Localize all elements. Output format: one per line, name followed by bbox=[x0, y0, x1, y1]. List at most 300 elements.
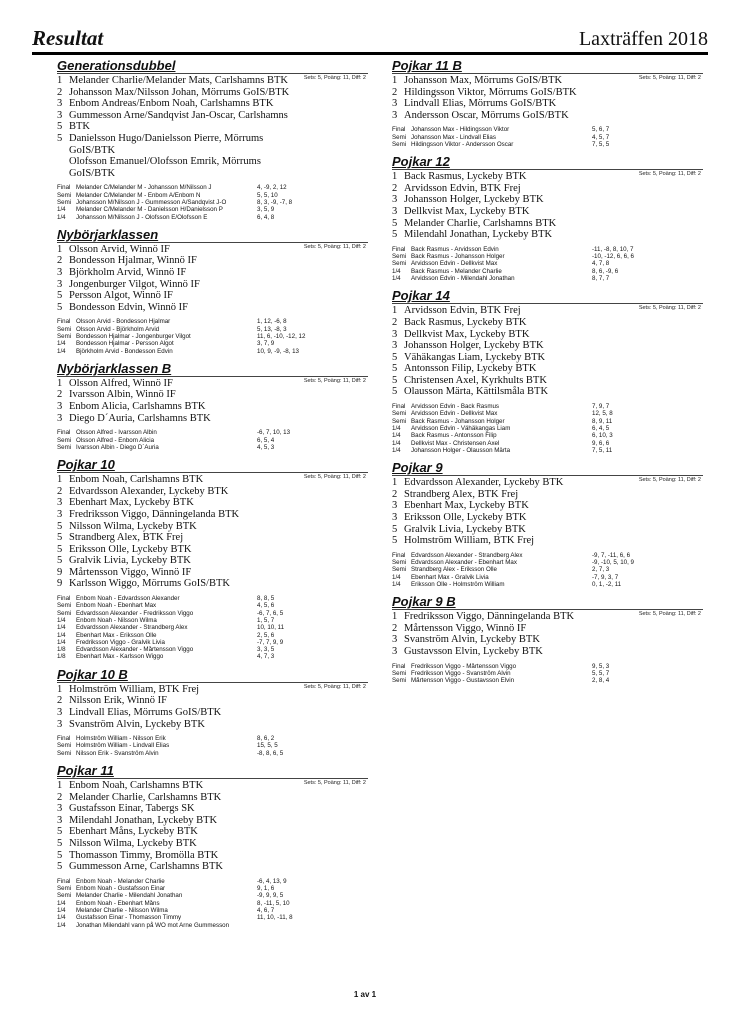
class-title: Nybörjarklassen B bbox=[57, 361, 368, 377]
player-name: Christensen Axel, Kyrkhults BTK bbox=[404, 374, 547, 386]
standing-rank: 2 bbox=[392, 182, 398, 194]
player-name: Andersson Oscar, Mörrums GoIS/BTK bbox=[404, 109, 569, 121]
match-settings: Sets: 5, Poäng: 11, Diff: 2 bbox=[303, 780, 366, 787]
match-players: Gustafsson Einar - Thomasson Timmy bbox=[76, 914, 182, 922]
match-row bbox=[392, 253, 703, 260]
standing-rank: 1 bbox=[392, 171, 398, 183]
match-round: 1/4 bbox=[392, 446, 401, 454]
player-name: Karlsson Wiggo, Mörrums GoIS/BTK bbox=[69, 578, 230, 590]
match-row bbox=[392, 432, 703, 439]
match-row bbox=[57, 639, 368, 646]
class-title: Generationsdubbel bbox=[57, 58, 368, 74]
match-players: Eriksson Olle - Holmström William bbox=[411, 580, 505, 588]
match-score: 2, 7, 3 bbox=[592, 566, 610, 574]
match-row bbox=[57, 735, 368, 742]
standing-rank: 5 bbox=[57, 290, 63, 302]
class-section bbox=[57, 227, 368, 355]
standing-rank: 3 bbox=[57, 412, 63, 424]
standing-row bbox=[392, 623, 703, 635]
player-name: Eriksson Olle, Lyckeby BTK bbox=[404, 511, 527, 523]
standing-rank: 3 bbox=[57, 109, 63, 121]
class-section bbox=[57, 361, 368, 451]
class-title: Pojkar 14 bbox=[392, 288, 703, 304]
match-score: 6, 10, 3 bbox=[592, 432, 613, 440]
match-score: -7, 7, 9, 9 bbox=[257, 638, 284, 646]
standing-row bbox=[57, 707, 368, 719]
match-list bbox=[392, 246, 703, 282]
player-name: Strandberg Alex, BTK Frej bbox=[404, 488, 519, 500]
match-round: Final bbox=[392, 662, 406, 670]
match-players: Enbom Noah - Nilsson Wilma bbox=[76, 616, 157, 624]
match-score: 3, 5, 9 bbox=[257, 206, 275, 214]
match-row bbox=[57, 653, 368, 660]
match-players: Fredriksson Viggo - Mårtensson Viggo bbox=[411, 662, 517, 670]
standing-rank: 2 bbox=[57, 389, 63, 401]
match-score: 15, 5, 5 bbox=[257, 742, 278, 750]
match-settings: Sets: 5, Poäng: 11, Diff: 2 bbox=[303, 377, 366, 384]
player-name: Gustavsson Elvin, Lyckeby BTK bbox=[404, 645, 543, 657]
match-list bbox=[57, 878, 368, 929]
standing-row bbox=[57, 302, 368, 314]
standing-rank: 1 bbox=[57, 243, 63, 255]
match-score: 4, -9, 2, 12 bbox=[257, 184, 287, 192]
match-list bbox=[392, 552, 703, 588]
player-name: Mårtensson Viggo, Winnö IF bbox=[404, 622, 527, 634]
match-row bbox=[57, 429, 368, 436]
match-row bbox=[392, 134, 703, 141]
match-row bbox=[392, 447, 703, 454]
player-name: Olsson Arvid, Winnö IF bbox=[69, 243, 170, 255]
class-section bbox=[392, 154, 703, 282]
match-score: 6, 4, 5 bbox=[592, 424, 610, 432]
standing-row bbox=[392, 375, 703, 387]
match-players: Olsson Arvid - Bondesson Hjalmar bbox=[76, 318, 171, 326]
match-score: 6, 5, 4 bbox=[257, 436, 275, 444]
match-round: 1/8 bbox=[57, 653, 66, 661]
match-round: 1/4 bbox=[392, 424, 401, 432]
match-round: Semi bbox=[57, 892, 72, 900]
standing-rank: 3 bbox=[57, 497, 63, 509]
match-row bbox=[57, 922, 368, 929]
match-score: 5, 5, 7 bbox=[592, 669, 610, 677]
match-players: Edvardsson Alexander - Strandberg Alex bbox=[76, 624, 188, 632]
match-settings: Sets: 5, Poäng: 11, Diff: 2 bbox=[303, 474, 366, 481]
match-row bbox=[392, 440, 703, 447]
match-round: Final bbox=[57, 735, 71, 743]
standing-rank: 3 bbox=[392, 645, 398, 657]
match-score: 12, 5, 8 bbox=[592, 410, 613, 418]
class-section bbox=[392, 58, 703, 148]
match-round: 1/4 bbox=[57, 631, 66, 639]
match-round: 1/4 bbox=[57, 899, 66, 907]
match-row bbox=[57, 742, 368, 749]
standing-rank: 5 bbox=[57, 555, 63, 567]
match-round: Semi bbox=[392, 133, 407, 141]
player-name: Björkholm Arvid, Winnö IF bbox=[69, 267, 187, 279]
match-score: 10, 9, -9, -8, 13 bbox=[257, 347, 299, 355]
player-name: Vähäkangas Liam, Lyckeby BTK bbox=[404, 351, 546, 363]
standing-rank: 2 bbox=[57, 86, 63, 98]
match-players: Melander C/Melander M - Enbom A/Enbom N bbox=[76, 191, 201, 199]
match-players: Ebenhart Max - Karlsson Wiggo bbox=[76, 653, 164, 661]
standings-list bbox=[392, 305, 703, 398]
standing-rank: 3 bbox=[392, 109, 398, 121]
standing-row bbox=[57, 792, 368, 804]
match-row bbox=[392, 552, 703, 559]
right-column bbox=[392, 58, 703, 690]
player-name: Holmström William, BTK Frej bbox=[69, 683, 200, 695]
match-players: Mårtensson Viggo - Gustavsson Elvin bbox=[411, 677, 515, 685]
match-players: Melander Charlie - Nilsson Wilma bbox=[76, 906, 168, 914]
match-players: Johansson Max - Hildingsson Viktor bbox=[411, 126, 510, 134]
standing-rank: 3 bbox=[392, 340, 398, 352]
standing-rank: 5 bbox=[392, 523, 398, 535]
match-score: 8, 9, 11 bbox=[592, 417, 613, 425]
match-list bbox=[392, 403, 703, 454]
standing-rank: 5 bbox=[57, 532, 63, 544]
standing-rank: 2 bbox=[392, 488, 398, 500]
match-row bbox=[57, 326, 368, 333]
match-score: 3, 7, 9 bbox=[257, 340, 275, 348]
match-round: 1/4 bbox=[392, 580, 401, 588]
match-round: Semi bbox=[392, 677, 407, 685]
match-score: -6, 7, 10, 13 bbox=[257, 429, 291, 437]
player-name: Dellkvist Max, Lyckeby BTK bbox=[404, 206, 530, 218]
match-row bbox=[57, 206, 368, 213]
match-row bbox=[392, 677, 703, 684]
class-section bbox=[392, 594, 703, 684]
match-round: 1/4 bbox=[57, 906, 66, 914]
standings-list bbox=[57, 684, 368, 730]
match-list bbox=[57, 735, 368, 757]
match-players: Olsson Arvid - Björkholm Arvid bbox=[76, 325, 160, 333]
class-title: Pojkar 9 bbox=[392, 460, 703, 476]
match-round: 1/4 bbox=[57, 624, 66, 632]
standing-row bbox=[392, 500, 703, 512]
match-score: 8, 6, 2 bbox=[257, 735, 275, 743]
match-row bbox=[392, 425, 703, 432]
match-row bbox=[57, 595, 368, 602]
match-score: 6, 4, 8 bbox=[257, 213, 275, 221]
match-row bbox=[57, 318, 368, 325]
standing-rank: 5 bbox=[57, 837, 63, 849]
match-row bbox=[57, 878, 368, 885]
standing-rank: 5 bbox=[57, 826, 63, 838]
match-round: Semi bbox=[57, 749, 72, 757]
player-name: Enbom Alicia, Carlshamns BTK bbox=[69, 401, 206, 413]
player-name: Bondesson Edvin, Winnö IF bbox=[69, 301, 188, 313]
match-row bbox=[57, 184, 368, 191]
match-score: -6, 4, 13, 9 bbox=[257, 877, 287, 885]
match-score: -10, -12, 6, 6, 6 bbox=[592, 253, 634, 261]
match-players: Back Rasmus - Antonsson Filip bbox=[411, 432, 497, 440]
match-row bbox=[57, 750, 368, 757]
match-round: Final bbox=[57, 429, 71, 437]
standing-rank: 3 bbox=[57, 706, 63, 718]
player-name: Nilsson Erik, Winnö IF bbox=[69, 695, 167, 707]
page-title: Resultat bbox=[32, 26, 104, 50]
match-players: Holmström William - Lindvall Elias bbox=[76, 742, 170, 750]
match-score: 8, -11, 5, 10 bbox=[257, 899, 290, 907]
match-settings: Sets: 5, Poäng: 11, Diff: 2 bbox=[638, 305, 701, 312]
match-score: 5, 5, 10 bbox=[257, 191, 278, 199]
standing-rank: 5 bbox=[57, 861, 63, 873]
match-score: 9, 5, 3 bbox=[592, 662, 610, 670]
standing-rank: 3 bbox=[392, 511, 398, 523]
standing-row bbox=[57, 509, 368, 521]
standing-rank: 3 bbox=[392, 98, 398, 110]
match-row bbox=[392, 410, 703, 417]
standing-row bbox=[57, 156, 368, 168]
class-section bbox=[392, 460, 703, 588]
match-score: 7, 9, 7 bbox=[592, 403, 610, 411]
player-name: Danielsson Hugo/Danielsson Pierre, Mörrums bbox=[69, 132, 264, 144]
standing-row bbox=[57, 695, 368, 707]
standing-rank: 5 bbox=[392, 374, 398, 386]
class-section bbox=[392, 288, 703, 454]
match-round: 1/4 bbox=[57, 914, 66, 922]
match-row bbox=[57, 348, 368, 355]
match-settings: Sets: 5, Poäng: 11, Diff: 2 bbox=[638, 171, 701, 178]
match-players: Arvidsson Edvin - Vähäkangas Liam bbox=[411, 424, 511, 432]
standings-list bbox=[57, 780, 368, 873]
match-players: Enbom Noah - Gustafsson Einar bbox=[76, 885, 166, 893]
standing-row bbox=[57, 279, 368, 291]
standing-row bbox=[57, 838, 368, 850]
match-players: Arvidsson Edvin - Dellkvist Max bbox=[411, 410, 498, 418]
match-round: Final bbox=[392, 245, 406, 253]
player-name: Melander Charlie, Carlshamns BTK bbox=[404, 217, 557, 229]
match-settings: Sets: 5, Poäng: 11, Diff: 2 bbox=[303, 75, 366, 81]
match-row bbox=[57, 632, 368, 639]
match-players: Bondesson Hjalmar - Persson Algot bbox=[76, 340, 174, 348]
standings-list bbox=[57, 378, 368, 424]
standing-row bbox=[57, 255, 368, 267]
class-title: Pojkar 12 bbox=[392, 154, 703, 170]
standing-row bbox=[57, 413, 368, 425]
match-row bbox=[57, 900, 368, 907]
match-score: 1, 5, 7 bbox=[257, 616, 275, 624]
standing-rank: 5 bbox=[392, 351, 398, 363]
match-round: Final bbox=[57, 184, 71, 192]
player-name: Diego D´Auria, Carlshamns BTK bbox=[69, 412, 211, 424]
match-score: -6, 7, 6, 5 bbox=[257, 609, 284, 617]
player-name: Hildingsson Viktor, Mörrums GoIS/BTK bbox=[404, 86, 577, 98]
player-name: Back Rasmus, Lyckeby BTK bbox=[404, 171, 527, 183]
match-players: Arvidsson Edvin - Dellkvist Max bbox=[411, 260, 498, 268]
standing-row bbox=[392, 489, 703, 501]
match-row bbox=[392, 126, 703, 133]
standing-row bbox=[57, 815, 368, 827]
player-name: Eriksson Olle, Lyckeby BTK bbox=[69, 543, 192, 555]
class-title: Pojkar 10 B bbox=[57, 667, 368, 683]
class-section bbox=[57, 58, 368, 221]
match-players: Edvardsson Alexander - Strandberg Alex bbox=[411, 551, 523, 559]
standing-rank bbox=[57, 145, 69, 157]
player-name: Dellkvist Max, Lyckeby BTK bbox=[404, 328, 530, 340]
match-players: Arvidsson Edvin - Milendahl Jonathan bbox=[411, 275, 515, 283]
match-round: Semi bbox=[57, 191, 72, 199]
player-name: Enbom Andreas/Enbom Noah, Carlshamns BTK bbox=[69, 98, 274, 110]
player-name: Arvidsson Edvin, BTK Frej bbox=[404, 305, 521, 317]
match-round: Semi bbox=[57, 198, 72, 206]
match-round: Semi bbox=[392, 417, 407, 425]
match-round: Semi bbox=[392, 559, 407, 566]
player-name: Ebenhart Max, Lyckeby BTK bbox=[404, 500, 529, 512]
match-row bbox=[57, 914, 368, 921]
match-players: Holmström William - Nilsson Erik bbox=[76, 735, 166, 743]
standing-row bbox=[392, 340, 703, 352]
match-round: Final bbox=[57, 318, 71, 326]
match-score: -7, 9, 3, 7 bbox=[592, 573, 619, 581]
standing-rank: 3 bbox=[392, 206, 398, 218]
standing-rank: 5 bbox=[392, 386, 398, 398]
match-round: 1/4 bbox=[392, 275, 401, 283]
match-row bbox=[392, 246, 703, 253]
player-name: Milendahl Jonathan, Lyckeby BTK bbox=[69, 814, 218, 826]
standing-rank: 1 bbox=[392, 305, 398, 317]
player-name: Ivarsson Albin, Winnö IF bbox=[69, 389, 176, 401]
standing-rank: 5 bbox=[57, 849, 63, 861]
standing-rank: 3 bbox=[392, 194, 398, 206]
match-players: Back Rasmus - Johansson Holger bbox=[411, 253, 505, 261]
player-name: Gummesson Arne/Sandqvist Jan-Oscar, Carlshamns bbox=[69, 109, 288, 121]
match-round: Semi bbox=[57, 602, 72, 610]
standing-row bbox=[57, 121, 368, 133]
match-score: 8, 7, 7 bbox=[592, 275, 610, 283]
class-title: Pojkar 10 bbox=[57, 457, 368, 473]
standing-rank: 2 bbox=[392, 622, 398, 634]
standing-rank: 3 bbox=[392, 328, 398, 340]
match-score: 4, 5, 7 bbox=[592, 133, 610, 141]
match-list bbox=[392, 663, 703, 685]
match-row bbox=[57, 333, 368, 340]
standing-row bbox=[57, 110, 368, 122]
standing-rank: 5 bbox=[392, 229, 398, 241]
player-name: Strandberg Alex, BTK Frej bbox=[69, 532, 184, 544]
match-round: Semi bbox=[392, 253, 407, 261]
match-players: Nilsson Erik - Svanström Alvin bbox=[76, 749, 159, 757]
standing-row bbox=[392, 194, 703, 206]
match-players: Enbom Noah - Ebenhart Max bbox=[76, 602, 157, 610]
player-name: Edvardsson Alexander, Lyckeby BTK bbox=[404, 477, 564, 489]
standing-rank: 5 bbox=[57, 520, 63, 532]
match-round: Semi bbox=[57, 609, 72, 617]
match-row bbox=[392, 275, 703, 282]
match-round: 1/4 bbox=[392, 573, 401, 581]
match-row bbox=[57, 199, 368, 206]
match-row bbox=[57, 892, 368, 899]
standings-list bbox=[392, 477, 703, 547]
match-row bbox=[57, 624, 368, 631]
player-name: BTK bbox=[69, 121, 90, 133]
match-round: 1/8 bbox=[57, 646, 66, 654]
match-players: Ivarsson Albin - Diego D´Auria bbox=[76, 443, 159, 451]
standing-rank bbox=[57, 156, 69, 168]
match-players: Ebenhart Max - Gralvik Livia bbox=[411, 573, 489, 581]
match-row bbox=[57, 444, 368, 451]
standing-rank: 9 bbox=[57, 566, 63, 578]
match-row bbox=[57, 646, 368, 653]
match-row bbox=[392, 581, 703, 588]
match-players: Johansson Holger - Olausson Märta bbox=[411, 446, 511, 454]
match-settings: Sets: 5, Poäng: 11, Diff: 2 bbox=[638, 611, 701, 618]
player-name: Lindvall Elias, Mörrums GoIS/BTK bbox=[404, 98, 557, 110]
match-round: Semi bbox=[57, 885, 72, 893]
match-row bbox=[57, 214, 368, 221]
match-row bbox=[392, 268, 703, 275]
player-name: Gralvik Livia, Lyckeby BTK bbox=[69, 555, 191, 567]
match-score: -9, -10, 5, 10, 9 bbox=[592, 559, 634, 566]
player-name: Nilsson Wilma, Lyckeby BTK bbox=[69, 520, 197, 532]
match-players: Edvardsson Alexander - Ebenhart Max bbox=[411, 559, 517, 566]
match-players: Enbom Noah - Edvardsson Alexander bbox=[76, 595, 180, 603]
player-name: Bondesson Hjalmar, Winnö IF bbox=[69, 255, 197, 267]
match-score: 8, 3, -9, -7, 8 bbox=[257, 198, 293, 206]
match-players: Johansson M/Nilsson J - Gummesson A/Sandqvist J-O bbox=[76, 198, 227, 206]
standing-rank: 3 bbox=[57, 98, 63, 110]
standing-rank: 3 bbox=[57, 814, 63, 826]
match-players: Olsson Alfred - Enbom Alicia bbox=[76, 436, 155, 444]
standing-row bbox=[392, 386, 703, 398]
match-score: 4, 5, 6 bbox=[257, 602, 275, 610]
standing-row bbox=[57, 133, 368, 145]
match-settings: Sets: 5, Poäng: 11, Diff: 2 bbox=[638, 477, 701, 484]
player-name: Svanström Alvin, Lyckeby BTK bbox=[69, 718, 205, 730]
player-name: Ebenhart Måns, Lyckeby BTK bbox=[69, 826, 198, 838]
player-name: Jongenburger Vilgot, Winnö IF bbox=[69, 278, 200, 290]
left-column bbox=[57, 58, 368, 935]
match-settings: Sets: 5, Poäng: 11, Diff: 2 bbox=[638, 75, 701, 81]
standing-row bbox=[57, 803, 368, 815]
match-players: Back Rasmus - Arvidsson Edvin bbox=[411, 245, 499, 253]
player-name: Melander Charlie, Carlshamns BTK bbox=[69, 791, 222, 803]
standing-row bbox=[392, 218, 703, 230]
match-round: Semi bbox=[392, 410, 407, 418]
standing-rank: 1 bbox=[392, 477, 398, 489]
match-round: Final bbox=[392, 403, 406, 411]
standing-row bbox=[57, 486, 368, 498]
page-number: 1 av 1 bbox=[353, 990, 377, 999]
player-name: Thomasson Timmy, Bromölla BTK bbox=[69, 849, 219, 861]
match-players: Melander C/Melander M - Johansson M/Nilsson J bbox=[76, 184, 212, 192]
standing-row bbox=[57, 850, 368, 862]
match-players: Back Rasmus - Johansson Holger bbox=[411, 417, 505, 425]
standing-rank: 2 bbox=[57, 485, 63, 497]
standing-rank: 2 bbox=[57, 791, 63, 803]
match-players: Olsson Alfred - Ivarsson Albin bbox=[76, 429, 157, 437]
match-row bbox=[392, 418, 703, 425]
standing-row bbox=[392, 363, 703, 375]
standing-rank: 5 bbox=[57, 543, 63, 555]
match-score: 7, 5, 5 bbox=[592, 140, 610, 148]
match-round: 1/4 bbox=[57, 347, 66, 355]
standing-rank: 1 bbox=[57, 683, 63, 695]
standing-rank: 5 bbox=[392, 535, 398, 547]
match-round: Semi bbox=[57, 742, 72, 750]
standings-list bbox=[392, 171, 703, 241]
player-name: Johansson Max, Mörrums GoIS/BTK bbox=[404, 75, 563, 86]
standing-rank: 3 bbox=[392, 500, 398, 512]
standing-rank: 1 bbox=[57, 75, 63, 86]
standing-row bbox=[57, 555, 368, 567]
match-players: Björkholm Arvid - Bondesson Edvin bbox=[76, 347, 173, 355]
standing-rank: 1 bbox=[57, 780, 63, 792]
match-round: Semi bbox=[392, 260, 407, 268]
match-score: 9, 6, 6 bbox=[592, 439, 610, 447]
match-round: Semi bbox=[57, 436, 72, 444]
player-name: Fredriksson Viggo, Dänningelanda BTK bbox=[404, 611, 575, 623]
